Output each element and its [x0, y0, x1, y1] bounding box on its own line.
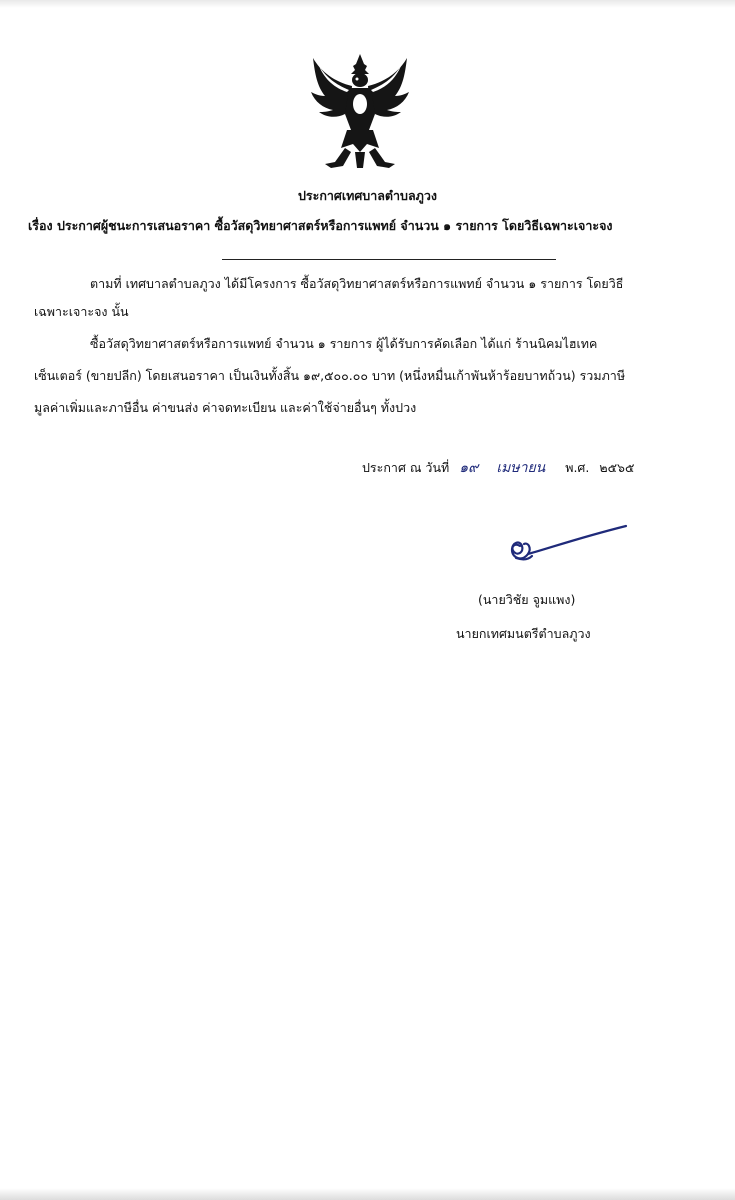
body-line: เฉพาะเจาะจง นั้น — [34, 304, 129, 319]
body-line: ตามที่ เทศบาลตำบลภูวง ได้มีโครงการ ซื้อวัสดุวิทยาศาสตร์หรือการแพทย์ จำนวน ๑ รายการ โดยวิธี — [90, 276, 624, 291]
page-edge-bottom — [0, 1188, 735, 1200]
date-year: ๒๕๖๕ — [599, 460, 635, 475]
body-line: เซ็นเตอร์ (ขายปลีก) โดยเสนอราคา เป็นเงินทั้งสิ้น ๑๙,๕๐๐.๐๐ บาท (หนึ่งหมื่นเก้าพันห้าร้อยบาทถ้วน) รวมภาษี — [34, 368, 626, 383]
signer-name: (นายวิชัย จูมแพง) — [478, 592, 576, 607]
title-divider — [222, 259, 556, 260]
signer-position: นายกเทศมนตรีตำบลภูวง — [456, 626, 591, 641]
date-era: พ.ศ. — [565, 460, 590, 475]
date-prefix: ประกาศ ณ วันที่ — [362, 460, 450, 475]
announcement-subject: เรื่อง ประกาศผู้ชนะการเสนอราคา ซื้อวัสดุวิทยาศาสตร์หรือการแพทย์ จำนวน ๑ รายการ โดยวิธีเฉพาะเจาะจง — [28, 218, 613, 233]
date-day: ๑๙ — [459, 460, 479, 476]
announcement-date — [362, 460, 634, 476]
body-line: ซื้อวัสดุวิทยาศาสตร์หรือการแพทย์ จำนวน ๑ รายการ ผู้ได้รับการคัดเลือก ได้แก่ ร้านนิคมไฮเทค — [90, 336, 598, 351]
garuda-emblem-icon — [305, 52, 415, 172]
body-line: มูลค่าเพิ่มและภาษีอื่น ค่าขนส่ง ค่าจดทะเบียน และค่าใช้จ่ายอื่นๆ ทั้งปวง — [34, 400, 417, 415]
signature-icon — [498, 520, 638, 570]
announcement-title: ประกาศเทศบาลตำบลภูวง — [297, 188, 438, 203]
page-edge-top — [0, 0, 735, 8]
date-month: เมษายน — [496, 460, 546, 476]
